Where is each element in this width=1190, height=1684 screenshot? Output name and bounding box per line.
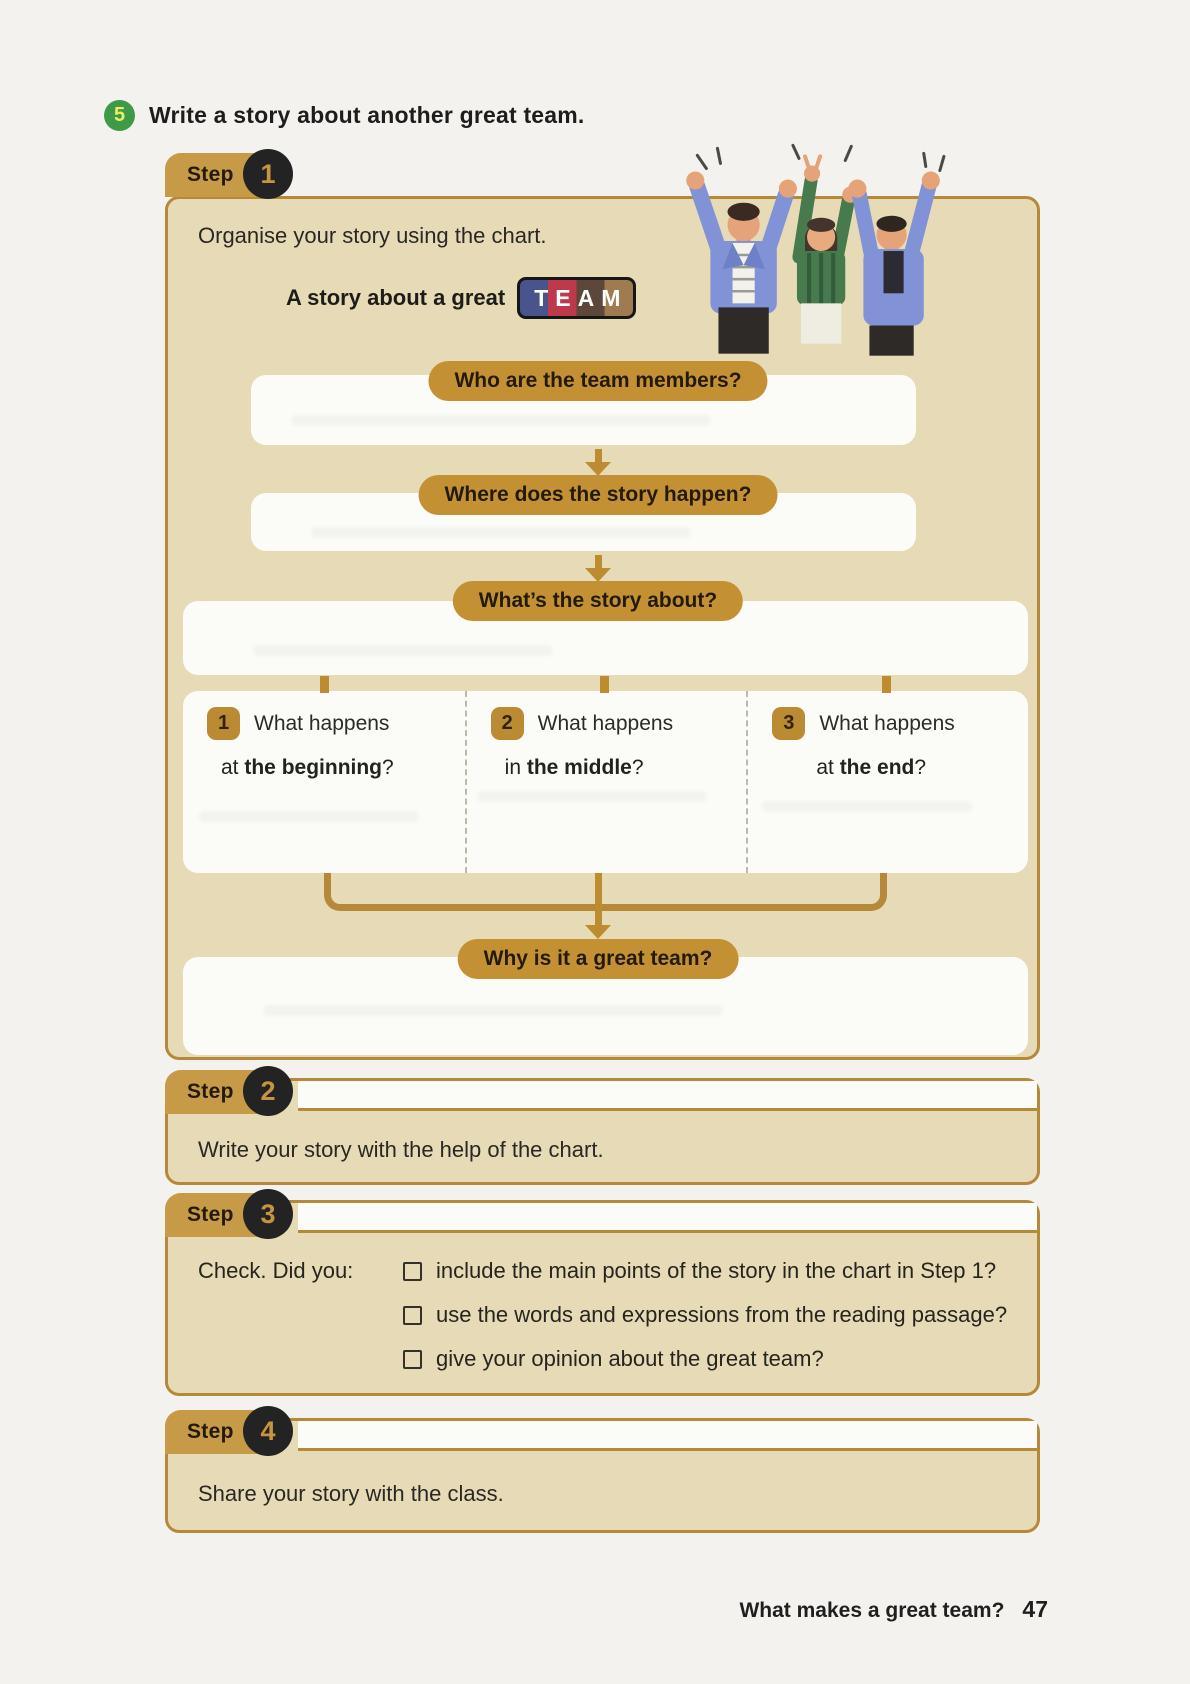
branches-box <box>183 691 1028 873</box>
chart-node-about: What’s the story about? <box>453 581 743 621</box>
team-celebration-illustration <box>648 138 960 360</box>
panel-top-band <box>298 1203 1037 1233</box>
step4-instruction: Share your story with the class. <box>198 1481 504 1506</box>
page-footer <box>739 1596 1048 1623</box>
exercise-number-badge: 5 <box>104 100 135 131</box>
branch-beginning: 1 What happens at the beginning? <box>183 691 465 873</box>
page-showthrough <box>263 1005 723 1016</box>
checkbox-icon <box>403 1306 422 1325</box>
chart-heading <box>286 275 636 321</box>
exercise-title: Write a story about another great team. <box>149 102 585 128</box>
page-showthrough <box>253 645 553 656</box>
chart-node-where: Where does the story happen? <box>419 475 778 515</box>
panel-top-band <box>298 1081 1037 1111</box>
branch-middle: 2 What happens in the middle? <box>465 691 747 873</box>
chart-node-members: Who are the team members? <box>428 361 767 401</box>
step4-tab <box>165 1410 276 1454</box>
panel-top-band <box>298 1421 1037 1451</box>
step3-number-circle: 3 <box>243 1189 293 1239</box>
step1-number-circle: 1 <box>243 149 293 199</box>
connector-tick <box>882 676 891 693</box>
page-showthrough <box>477 791 707 802</box>
step1-instruction: Organise your story using the chart. <box>198 223 547 248</box>
step2-label: Step <box>187 1080 234 1103</box>
branch-number-badge: 3 <box>772 707 805 740</box>
checklist-item <box>403 1337 1037 1381</box>
checklist-item <box>403 1293 1037 1337</box>
connector-tick <box>600 676 609 693</box>
teammate-middle <box>797 156 858 343</box>
step4-number-circle: 4 <box>243 1406 293 1456</box>
connector-tick <box>320 676 329 693</box>
step3-panel <box>165 1200 1040 1396</box>
step3-label: Step <box>187 1203 234 1226</box>
unit-question: What makes a great team? <box>739 1599 1005 1622</box>
step4-label: Step <box>187 1420 234 1443</box>
page-number: 47 <box>1022 1596 1048 1622</box>
step2-number-circle: 2 <box>243 1066 293 1116</box>
teammate-left <box>686 172 797 354</box>
page-showthrough <box>311 527 691 538</box>
checklist-item <box>198 1249 1037 1293</box>
chart-heading-text: A story about a great <box>286 285 506 310</box>
step1-tab <box>165 153 276 197</box>
branch-number-badge: 2 <box>491 707 524 740</box>
flow-arrow-icon <box>585 873 611 939</box>
checkbox-icon <box>403 1262 422 1281</box>
checklist-prefix: Check. Did you: <box>198 1258 354 1283</box>
step1-label: Step <box>187 163 234 186</box>
step2-panel <box>165 1078 1040 1185</box>
checkbox-icon <box>403 1350 422 1369</box>
step2-tab <box>165 1070 276 1114</box>
step3-tab <box>165 1193 276 1237</box>
exercise-header <box>104 100 585 131</box>
branch-end: 3 What happens at the end? <box>746 691 1028 873</box>
page-showthrough <box>199 811 419 822</box>
step2-instruction: Write your story with the help of the chart. <box>198 1137 604 1162</box>
step4-panel <box>165 1418 1040 1533</box>
teammate-right <box>848 172 940 356</box>
checklist-item-text: include the main points of the story in the chart in Step 1? <box>436 1258 997 1283</box>
team-badge: TEAM <box>517 277 636 319</box>
page-showthrough <box>291 415 711 426</box>
checklist-item-text: give your opinion about the great team? <box>436 1346 824 1371</box>
checklist-item-text: use the words and expressions from the reading passage? <box>436 1302 1008 1327</box>
flow-arrow-icon <box>585 449 611 476</box>
branch-number-badge: 1 <box>207 707 240 740</box>
flow-arrow-icon <box>585 555 611 582</box>
page-showthrough <box>762 801 972 812</box>
checklist <box>168 1249 1037 1381</box>
chart-node-why: Why is it a great team? <box>458 939 739 979</box>
